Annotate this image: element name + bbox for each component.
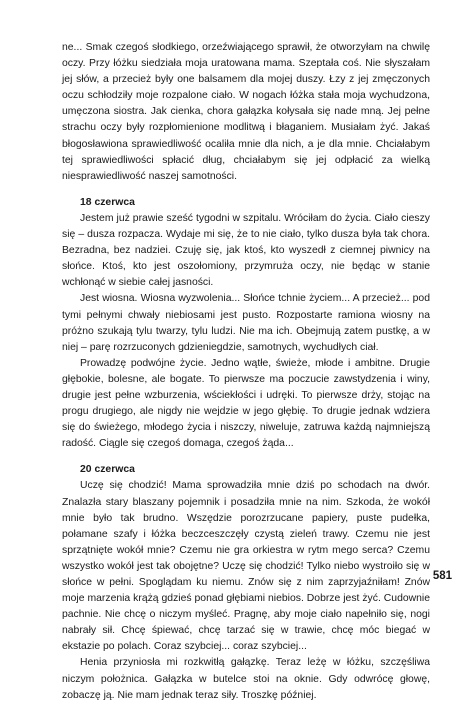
- diary-section: [62, 195, 430, 453]
- paragraph: ne... Smak czegoś słodkiego, orzeźwiającego sprawił, że otworzyłam na chwilę oczy. Przy łóżku siedziała moja uratowana mama. Szeptała coś. Nie słyszałam jej słów, a przecież były one balsamem dla mojej duszy. Łzy z jej zmęczonych oczu schłodziły moje rozpalone ciało. W nogach łóżka stała moja wychudzona, umęczona siostra. Jak cienka, chora gałązka kołysała się nade mną. Jej pełne strachu oczy były rozpłomienione modlitwą i błaganiem. Musiałam żyć. Jakaś błogosławiona sprawiedliwość ocaliła mnie dla nich, a je dla mnie. Chciałabym tej sprawiedliwości spłacić dług, chciałabym się jej odpłacić za wielką niesprawiedliwość naszej samotności.: [62, 42, 430, 182]
- paragraph: Jestem już prawie sześć tygodni w szpitalu. Wróciłam do życia. Ciało cieszy się – dusza rozpacza. Wydaje mi się, że to nie ciało, tylko dusza była tak chora. Bezradna, bez nadziei. Czuję się, jak ktoś, kto wyszedł z ciemnej piwnicy na słońce. Ktoś, kto jest oszołomiony, przymruża oczy, nie będąc w stanie wchłonąć w siebie całej jasności.: [62, 212, 430, 289]
- document-page: [62, 40, 430, 704]
- section-heading: 20 czerwca: [80, 464, 135, 476]
- section-heading: 18 czerwca: [80, 196, 135, 208]
- diary-section: [62, 462, 430, 703]
- paragraph: Prowadzę podwójne życie. Jedno wątłe, świeże, młode i ambitne. Drugie głębokie, bolesne, ale bogate. To pierwsze ma poczucie zawstydzenia i winy, drugie jest pełne wzburzenia, wściekłości i udręki. To pierwsze drży, stojąc na progu drugiego, ale nigdy nie wejdzie w jego głębię. To drugie jednak wdziera się do świeżego, młodego życia i niszczy, niweluje, zatruwa każdą najmniejszą radość. Ciągle się czegoś domaga, czegoś żąda...: [62, 357, 430, 450]
- section-gap: [62, 185, 430, 195]
- paragraph: Uczę się chodzić! Mama sprowadziła mnie dziś po schodach na dwór. Znalazła stary blaszany pojemnik i posadziła mnie na nim. Szkoda, że wokół mnie było tak brudno. Wszędzie porozrzucane papiery, puste pudełka, połamane szafy i łóżka beczceszczęły czystą zieleń trawy. Czemu nie jest sprzątnięte wokół mnie? Czemu nie gra orkiestra w rytm mego serca? Czemu wszystko wokół jest tak obojętne? Uczę się chodzić! Tylko niebo wystroiło się w słońce w pełni. Spoglądam ku niemu. Znów się z nim zaprzyjaźniłam! Znów moje marzenia krążą gdzieś ponad głębiami niebios. Dobrze jest żyć. Cudownie pachnie. Nie chcę o niczym myśleć. Pragnę, aby moje ciało napełniło się, nogi nabrały sił. Chcę śpiewać, chcę tarzać się w trawie, chcę móc biegać w ekstazie po polach. Coraz szybciej... coraz szybciej...: [62, 480, 430, 653]
- section-gap: [62, 452, 430, 462]
- page-number: 581: [432, 570, 452, 582]
- paragraph: Jest wiosna. Wiosna wyzwolenia... Słońce tchnie życiem... A przecież... pod tymi pełnymi chwały niebiosami jest pusto. Rozpostarte ramiona wiosny na próżno szukają tylu twarzy, tylu ludzi. Nie ma ich. Obejmują zatem pustkę, a w niej – parę rozrzuconych gdzieniegdzie, samotnych, wychudłych ciał.: [62, 293, 430, 353]
- paragraph: Henia przyniosła mi rozkwitłą gałązkę. Teraz leżę w łóżku, szczęśliwa niczym położnica. Gałązka w butelce stoi na oknie. Gdy odwrócę głowę, zobaczę ją. Nie mam jednak teraz siły. Troszkę później.: [62, 657, 430, 701]
